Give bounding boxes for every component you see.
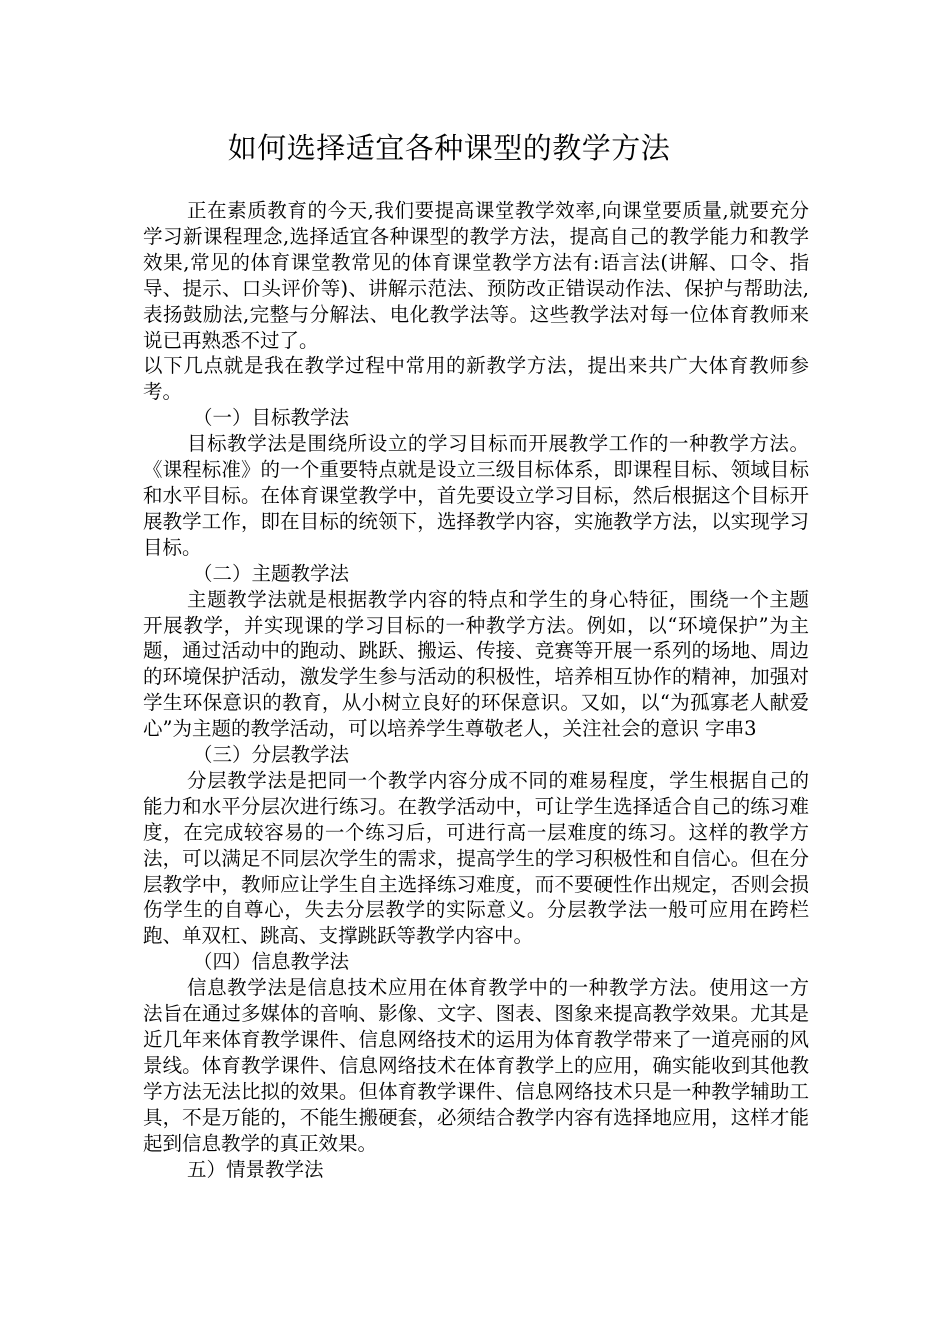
document-title: 如何选择适宜各种课型的教学方法: [227, 131, 671, 165]
paragraph-information-method: 信息教学法是信息技术应用在体育教学中的一种教学方法。使用这一方法旨在通过多媒体的音响、影像、文字、图表、图象来提高教学效果。尤其是近几年来体育教学课件、信息网络技术的运用为体育教学带来了一道亮丽的风景线。体育教学课件、信息网络技术在体育教学上的应用，确实能收到其他教学方法无法比拟的效果。但体育教学课件、信息网络技术只是一种教学辅助工具，不是万能的，不能生搬硬套，必须结合教学内容有选择地应用，这样才能起到信息教学的真正效果。: [143, 976, 809, 1155]
section-heading-scenario-method: 五）情景教学法: [187, 1157, 324, 1181]
paragraph-layered-method: 分层教学法是把同一个教学内容分成不同的难易程度，学生根据自己的能力和水平分层次进行练习。在教学活动中，可让学生选择适合自己的练习难度，在完成较容易的一个练习后，可进行高一层难度的练习。这样的教学方法，可以满足不同层次学生的需求，提高学生的学习积极性和自信心。但在分层教学中，教师应让学生自主选择练习难度，而不要硬性作出规定，否则会损伤学生的自尊心，失去分层教学的实际意义。分层教学法一般可应用在跨栏跑、单双杠、跳高、支撑跳跃等教学内容中。: [143, 768, 809, 948]
paragraph-intro-followup: 以下几点就是我在教学过程中常用的新教学方法，提出来共广大体育教师参考。: [143, 354, 809, 404]
paragraph-intro: 正在素质教育的今天,我们要提高课堂教学效率,向课堂要质量,就要充分学习新课程理念,选择适宜各种课型的教学方法，提高自己的教学能力和教学效果,常见的体育课堂教常见的体育课堂教学方法有:语言法(讲解、口令、指导、提示、口头评价等)、讲解示范法、预防改正错误动作法、保护与帮助法,表扬鼓励法,完整与分解法、电化教学法等。这些教学法对每一位体育教师来说已再熟悉不过了。: [143, 199, 809, 352]
section-heading-theme-method: （二）主题教学法: [193, 561, 350, 585]
paragraph-theme-method: 主题教学法就是根据教学内容的特点和学生的身心特征，围绕一个主题开展教学，并实现课的学习目标的一种教学方法。例如，以“环境保护”为主题，通过活动中的跑动、跳跃、搬运、传接、竞赛等开展一系列的场地、周边的环境保护活动，激发学生参与活动的积极性，培养相互协作的精神，加强对学生环保意识的教育，从小树立良好的环保意识。又如，以“为孤寡老人献爱心”为主题的教学活动，可以培养学生尊敬老人，关注社会的意识 字串3: [143, 587, 809, 741]
section-heading-target-method: （一）目标教学法: [193, 406, 350, 430]
paragraph-target-method: 目标教学法是围绕所设立的学习目标而开展教学工作的一种教学方法。《课程标准》的一个重要特点就是设立三级目标体系，即课程目标、领域目标和水平目标。在体育课堂教学中，首先要设立学习目标，然后根据这个目标开展教学工作，即在目标的统领下，选择教学内容，实施教学方法，以实现学习目标。: [143, 432, 809, 559]
section-heading-information-method: （四）信息教学法: [193, 950, 350, 974]
section-heading-layered-method: （三）分层教学法: [193, 743, 350, 767]
document-body: [143, 198, 809, 1182]
